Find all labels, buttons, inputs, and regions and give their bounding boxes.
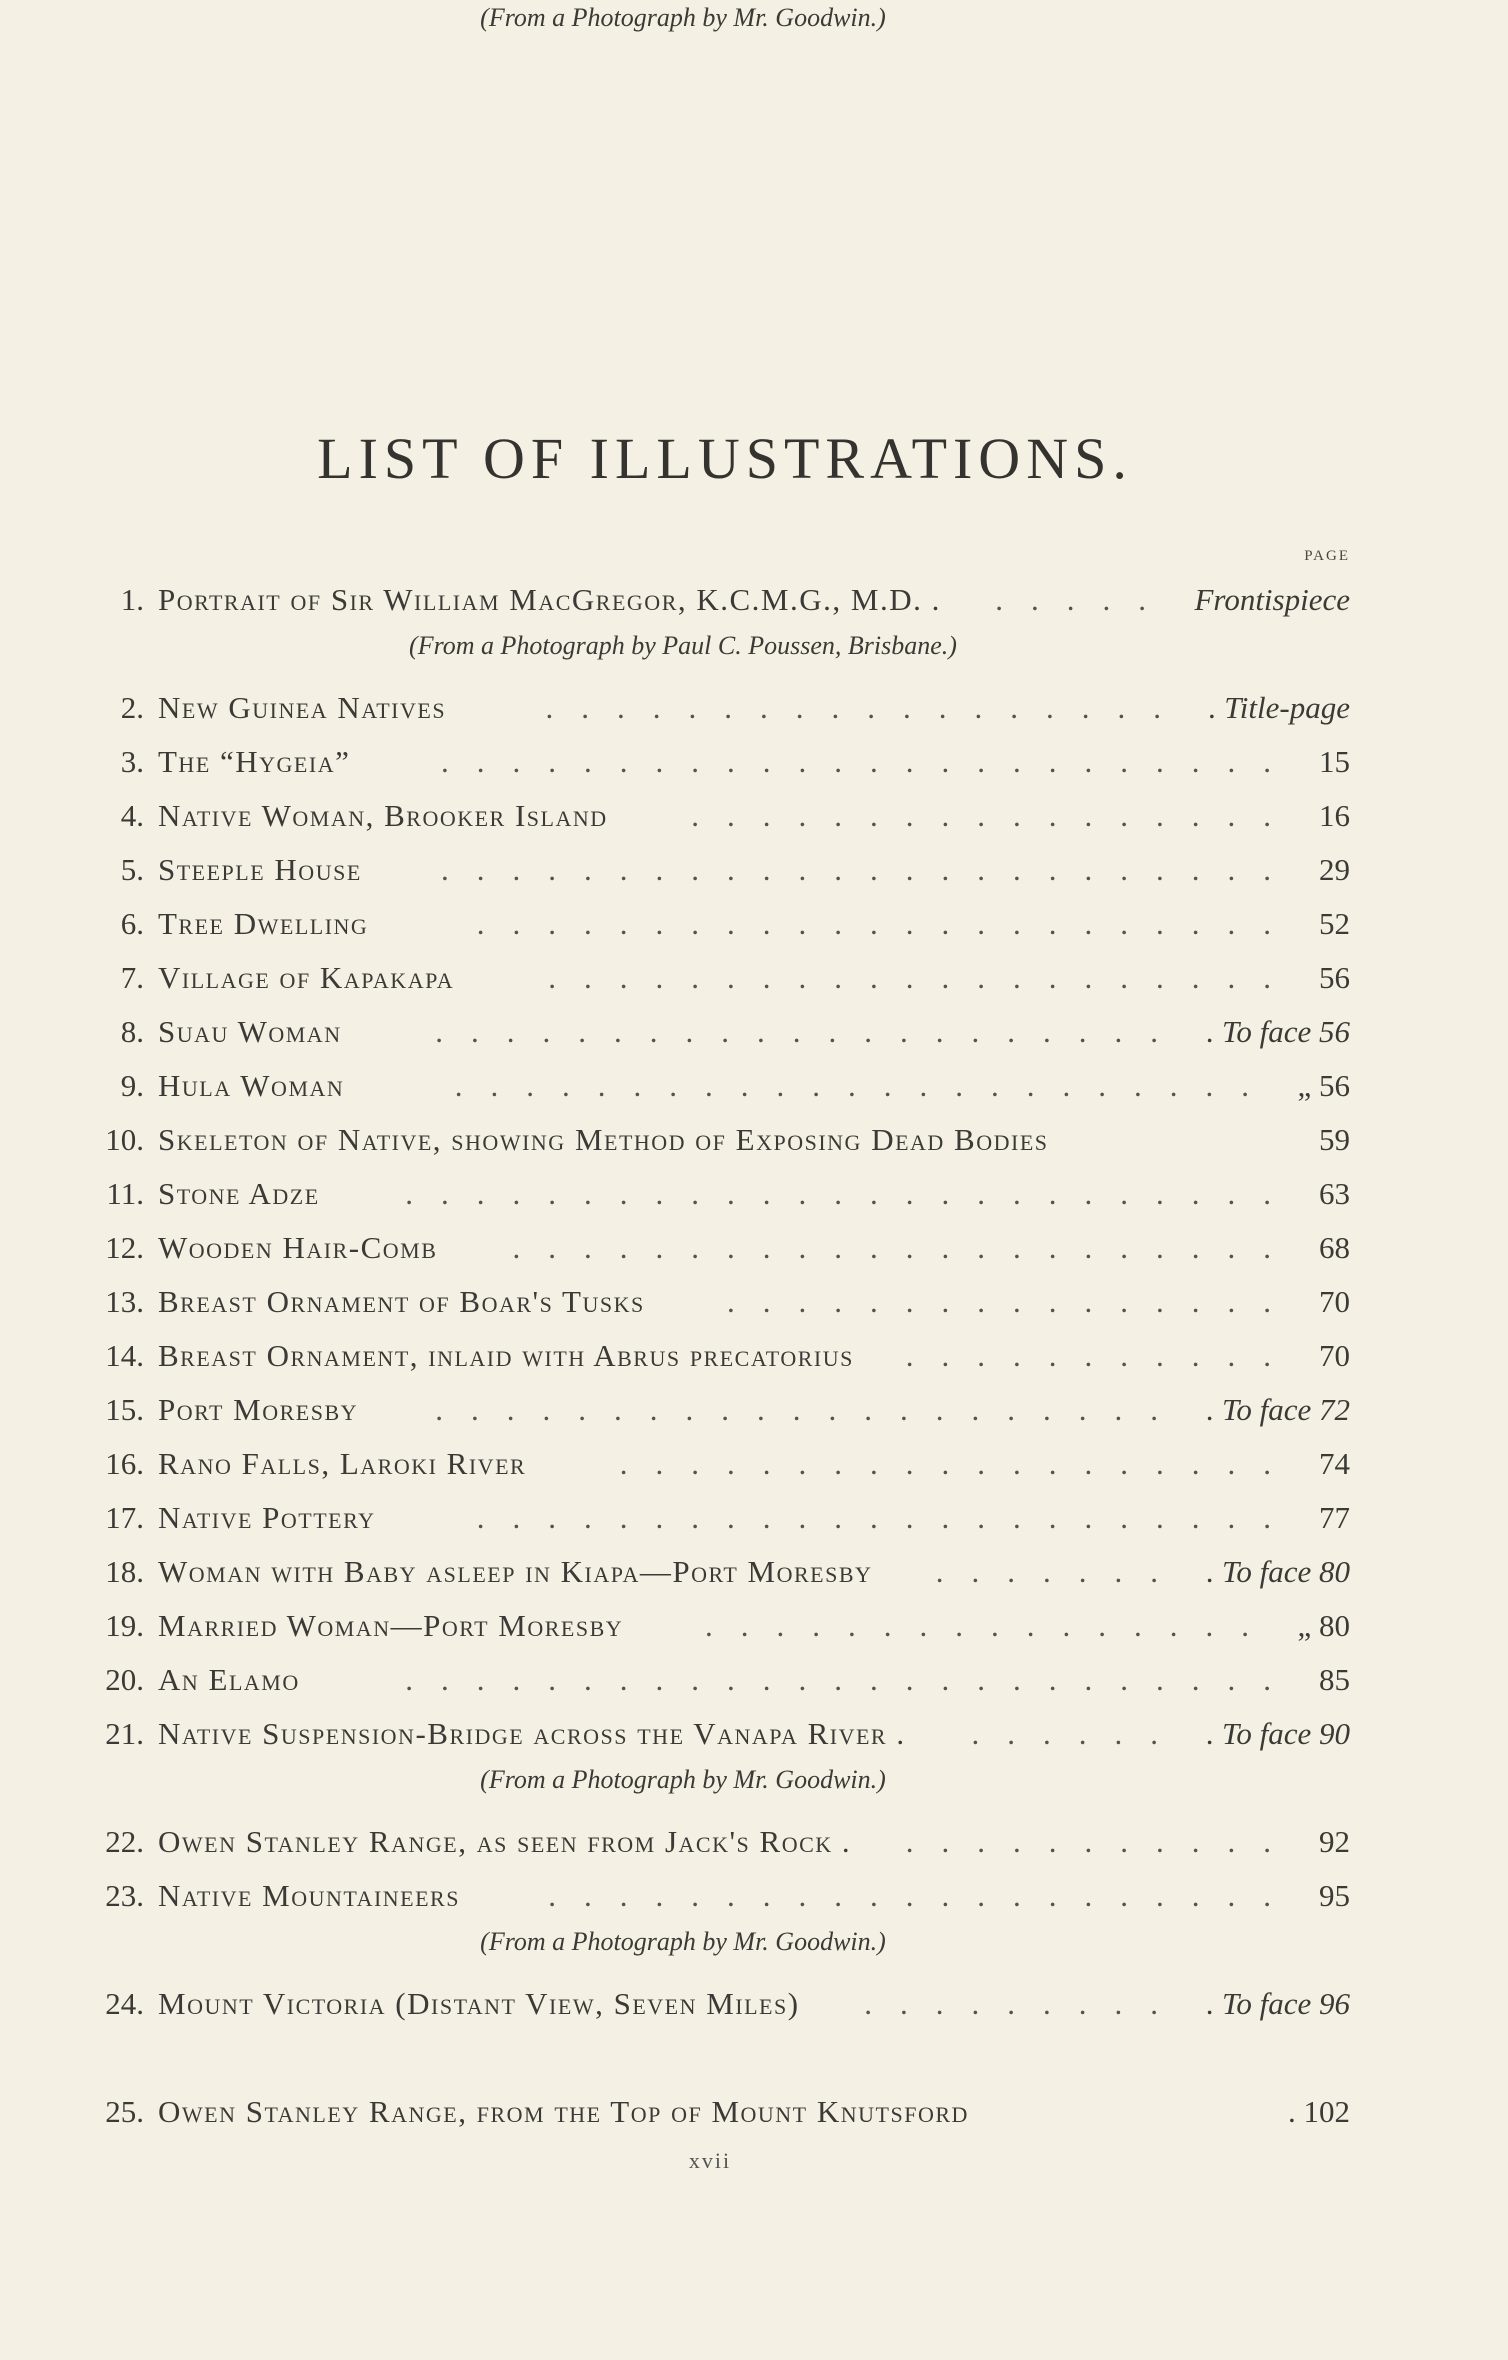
entry-number: 6. [120, 906, 144, 941]
entry-page: 85 [1319, 1662, 1350, 1697]
entry-page: „ 80 [1297, 1608, 1350, 1643]
entry-title: Suau Woman [158, 1014, 342, 1049]
entry-page: 63 [1319, 1176, 1350, 1211]
entry-number: 25. [105, 2094, 144, 2129]
leader-dots: ........... [905, 1338, 1299, 1373]
leader-dots: ........................ [441, 744, 1299, 779]
leader-dots: ......................... [405, 1176, 1299, 1211]
entry-title: New Guinea Natives [158, 690, 447, 725]
illustration-entry [100, 740, 1350, 784]
illustration-entry [100, 2090, 1350, 2134]
entry-page: . Title-page [1208, 690, 1350, 725]
entry-page: 16 [1319, 798, 1350, 833]
entry-page: Frontispiece [1194, 582, 1350, 617]
entry-page: . To face 80 [1206, 1554, 1350, 1589]
entry-number: 4. [120, 798, 144, 833]
leader-dots: ...... [971, 1716, 1186, 1751]
leader-dots: ...................... [512, 1230, 1299, 1265]
entry-title: Wooden Hair-Comb [158, 1230, 438, 1265]
illustration-entry [100, 1550, 1350, 1594]
illustration-entry [100, 1388, 1350, 1432]
entry-title: Married Woman—Port Moresby [158, 1608, 624, 1643]
entry-title: Owen Stanley Range, from the Top of Mount Knutsford [158, 2094, 969, 2129]
page-title: LIST OF ILLUSTRATIONS. [317, 426, 1133, 491]
entry-title: Village of Kapakapa [158, 960, 455, 995]
entry-number: 19. [105, 1608, 144, 1643]
entry-number: 10. [105, 1122, 144, 1157]
entry-number: 17. [105, 1500, 144, 1535]
illustration-entry [100, 1280, 1350, 1324]
entry-number: 21. [105, 1716, 144, 1751]
illustration-entry [100, 1064, 1350, 1108]
illustration-entry [100, 1172, 1350, 1216]
entry-page: 77 [1319, 1500, 1350, 1535]
leader-dots: ......................... [405, 1662, 1299, 1697]
entry-number: 5. [120, 852, 144, 887]
entry-title: Skeleton of Native, showing Method of Exposing Dead Bodies [158, 1122, 1049, 1157]
page-column-label: PAGE [1304, 548, 1350, 564]
illustration-entry [100, 1874, 1350, 1918]
illustration-entry [100, 1334, 1350, 1378]
entry-page: 59 [1319, 1122, 1350, 1157]
entry-number: 11. [106, 1176, 144, 1211]
illustration-entry [100, 1226, 1350, 1270]
entry-source-credit: (From a Photograph by Mr. Goodwin.) [480, 1927, 886, 1956]
entry-page: 74 [1319, 1446, 1350, 1481]
entry-page: „ 56 [1297, 1068, 1350, 1103]
entry-title: Portrait of Sir William MacGregor, K.C.M.G., M.D. . [158, 582, 941, 617]
entry-number: 16. [105, 1446, 144, 1481]
entry-number: 12. [105, 1230, 144, 1265]
leader-dots: ..................... [548, 960, 1299, 995]
illustration-entry [100, 848, 1350, 892]
leader-dots: ....................... [454, 1068, 1277, 1103]
illustration-entry [100, 1010, 1350, 1054]
entry-title: Native Woman, Brooker Island [158, 798, 608, 833]
entry-title: Tree Dwelling [158, 906, 369, 941]
leader-dots: ..................... [435, 1014, 1186, 1049]
illustration-entry [100, 1442, 1350, 1486]
entry-page: 95 [1319, 1878, 1350, 1913]
entry-title: Breast Ornament of Boar's Tusks [158, 1284, 645, 1319]
entry-page: . To face 96 [1206, 1986, 1350, 2021]
entry-number: 7. [120, 960, 144, 995]
illustration-entry [100, 686, 1350, 730]
entry-page: . To face 90 [1206, 1716, 1350, 1751]
entry-number: 9. [120, 1068, 144, 1103]
entry-title: Native Mountaineers [158, 1878, 460, 1913]
entry-number: 14. [105, 1338, 144, 1373]
leader-dots: ..................... [548, 1878, 1299, 1913]
entry-page: . To face 56 [1206, 1014, 1350, 1049]
entry-number: 22. [105, 1824, 144, 1859]
illustration-entry [100, 1118, 1350, 1162]
entry-source-credit: (From a Photograph by Paul C. Poussen, Brisbane.) [409, 631, 957, 660]
entry-page: 15 [1319, 744, 1350, 779]
entry-page: . To face 72 [1206, 1392, 1350, 1427]
entry-page: 70 [1319, 1284, 1350, 1319]
entry-page: 70 [1319, 1338, 1350, 1373]
entry-page: 92 [1319, 1824, 1350, 1859]
entry-number: 3. [120, 744, 144, 779]
illustration-entry [100, 1496, 1350, 1540]
entry-title: Native Pottery [158, 1500, 376, 1535]
leader-dots: ................ [705, 1608, 1277, 1643]
entry-title: An Elamo [158, 1662, 300, 1697]
leader-dots: ....... [935, 1554, 1186, 1589]
entry-source-credit: (From a Photograph by Mr. Goodwin.) [480, 3, 886, 32]
leader-dots: ........... [905, 1824, 1299, 1859]
entry-page: 56 [1319, 960, 1350, 995]
leader-dots: .................. [545, 690, 1189, 725]
illustration-entry [100, 1712, 1350, 1756]
entry-number: 1. [120, 582, 144, 617]
entry-title: Mount Victoria (Distant View, Seven Miles) [158, 1986, 800, 2021]
entry-title: Woman with Baby asleep in Kiapa—Port Moresby [158, 1554, 873, 1589]
illustration-entry [100, 1658, 1350, 1702]
entry-page: 68 [1319, 1230, 1350, 1265]
leader-dots: ......... [864, 1986, 1186, 2021]
leader-dots: ................... [619, 1446, 1299, 1481]
illustration-entry [100, 1820, 1350, 1864]
entry-number: 23. [105, 1878, 144, 1913]
entry-title: Port Moresby [158, 1392, 359, 1427]
leader-dots: ..................... [435, 1392, 1186, 1427]
illustration-entry [100, 578, 1350, 622]
leader-dots: ................ [727, 1284, 1299, 1319]
illustration-entry [100, 902, 1350, 946]
leader-dots: ................. [691, 798, 1299, 833]
entry-page: 29 [1319, 852, 1350, 887]
illustration-entry [100, 794, 1350, 838]
entry-source-credit: (From a Photograph by Mr. Goodwin.) [480, 1765, 886, 1794]
leader-dots: ..... [995, 582, 1174, 617]
entry-number: 13. [105, 1284, 144, 1319]
entry-number: 18. [105, 1554, 144, 1589]
entry-title: Rano Falls, Laroki River [158, 1446, 527, 1481]
entry-page: 52 [1319, 906, 1350, 941]
illustration-entry [100, 1982, 1350, 2026]
entry-title: The “Hygeia” [158, 744, 351, 779]
entry-number: 15. [105, 1392, 144, 1427]
entry-title: Steeple House [158, 852, 362, 887]
leader-dots: ....................... [476, 1500, 1299, 1535]
entry-number: 8. [120, 1014, 144, 1049]
illustration-entry [100, 956, 1350, 1000]
entry-number: 20. [105, 1662, 144, 1697]
page-folio: xvii [688, 2148, 732, 2173]
leader-dots: ........................ [441, 852, 1299, 887]
illustration-entry [100, 1604, 1350, 1648]
entry-title: Owen Stanley Range, as seen from Jack's Rock . [158, 1824, 852, 1859]
entry-title: Hula Woman [158, 1068, 345, 1103]
entry-title: Stone Adze [158, 1176, 320, 1211]
entry-title: Breast Ornament, inlaid with Abrus precatorius [158, 1338, 854, 1373]
entry-number: 2. [120, 690, 144, 725]
entry-number: 24. [105, 1986, 144, 2021]
entry-title: Native Suspension-Bridge across the Vanapa River . [158, 1716, 906, 1751]
leader-dots: ....................... [476, 906, 1299, 941]
entry-page: . 102 [1288, 2094, 1350, 2129]
